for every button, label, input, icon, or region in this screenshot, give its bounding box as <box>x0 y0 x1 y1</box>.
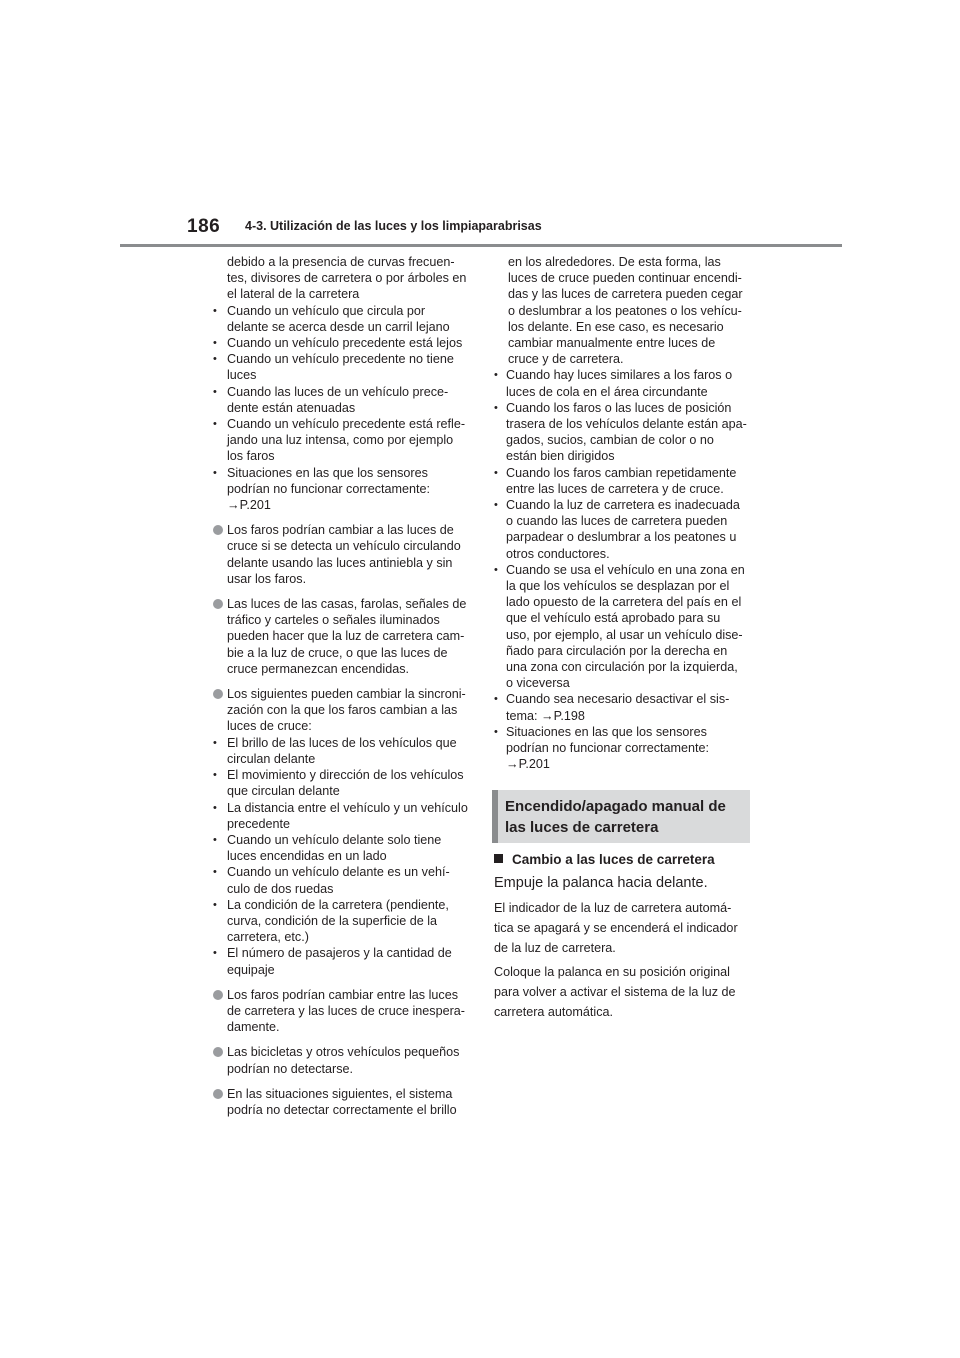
text-line: circulan delante <box>227 751 316 766</box>
text-line: cruce y de carretera. <box>508 352 624 367</box>
heading-line: Encendido/apagado manual de <box>505 798 726 815</box>
text-line: equipaje <box>227 962 275 977</box>
text-line: • Cuando un vehículo delante solo tiene <box>227 832 442 847</box>
text-line: en los alrededores. De esta forma, las <box>508 255 721 269</box>
text-line: En las situaciones siguientes, el sistema <box>227 1086 453 1101</box>
text-line: para volver a activar el sistema de la luz de <box>494 985 736 999</box>
section-title: 4-3. Utilización de las luces y los limpiaparabrisas <box>245 219 542 233</box>
text-line: luces <box>227 368 257 383</box>
list-item <box>213 335 475 351</box>
text-line: carretera, etc.) <box>227 930 309 945</box>
text-line: Las bicicletas y otros vehículos pequeños <box>227 1045 460 1060</box>
bullet-item-unexpected <box>213 987 475 1036</box>
text-line: • Cuando hay luces similares a los faros o <box>506 368 733 383</box>
text-line: debido a la presencia de curvas frecuen- <box>227 255 455 269</box>
text-line: podría no detectar correctamente el brillo <box>227 1102 457 1117</box>
text-line: Los faros podrían cambiar a las luces de <box>227 523 454 538</box>
paragraph-indicator <box>494 898 756 958</box>
list-item <box>213 832 475 864</box>
text-line: • Cuando la luz de carretera es inadecuada <box>506 498 740 513</box>
list-item <box>213 303 475 335</box>
list-item <box>494 400 756 465</box>
paragraph-reactivate <box>494 962 756 1022</box>
text-line: Coloque la palanca en su posición original <box>494 965 730 979</box>
list-item <box>213 897 475 946</box>
text-line: curva, condición de la superficie de la <box>227 913 438 928</box>
bullet-dot-icon <box>213 599 223 609</box>
text-line: gados, sucios, cambian de color o no <box>506 433 714 448</box>
text-line: los faros <box>227 449 275 464</box>
page-reference-link[interactable]: tema: →P.198 <box>506 708 585 723</box>
text-line: la que los vehículos se desplazan por el <box>506 579 730 594</box>
text-line: • Situaciones en las que los sensores <box>227 465 428 480</box>
list-item <box>213 945 475 977</box>
square-bullet-icon <box>494 854 503 863</box>
bullet-item-bicycles <box>213 1044 475 1076</box>
text-line: culo de dos ruedas <box>227 881 334 896</box>
text-line: cambiar manualmente entre luces de <box>508 336 716 351</box>
text-line: cruce permanezcan encendidas. <box>227 661 410 676</box>
header-rule <box>120 244 842 247</box>
text-line: que el vehículo está aprobado para su <box>506 611 721 626</box>
text-line: o deslumbrar a los peatones o los vehícu- <box>508 303 742 318</box>
text-line: el lateral de la carretera <box>227 287 360 302</box>
text-line: que circulan delante <box>227 784 340 799</box>
text-line: luces de cola en el área circundante <box>506 384 708 399</box>
page-reference-link[interactable]: →P.201 <box>227 498 271 513</box>
text-line: • Cuando un vehículo precedente está lejos <box>227 336 463 351</box>
text-line: • La distancia entre el vehículo y un vehículo <box>227 800 468 815</box>
text-line: luces de cruce: <box>227 719 312 734</box>
text-line: damente. <box>227 1020 280 1035</box>
bullet-dot-icon <box>213 525 223 535</box>
list-item <box>213 416 475 465</box>
bullet-item-fog-lights <box>213 522 475 587</box>
text-line: luces encendidas en un lado <box>227 849 387 864</box>
sub-heading <box>494 851 715 869</box>
text-line: • Cuando sea necesario desactivar el sis- <box>506 692 730 707</box>
page-number: 186 <box>187 216 221 237</box>
bullet-item-sync <box>213 686 475 735</box>
section-heading <box>505 796 745 838</box>
text-line: carretera automática. <box>494 1005 613 1019</box>
text-line: • Cuando un vehículo precedente está refle- <box>227 417 466 432</box>
list-item <box>213 864 475 896</box>
text-line: están bien dirigidos <box>506 449 615 464</box>
right-column <box>494 254 756 773</box>
bullet-dot-icon <box>213 1047 223 1057</box>
bullet-dot-icon <box>213 689 223 699</box>
text-line: • El brillo de las luces de los vehículos que <box>227 735 457 750</box>
sub-heading-text: Cambio a las luces de carretera <box>512 852 715 867</box>
list-item <box>213 465 475 514</box>
list-item <box>494 562 756 692</box>
text-line: El indicador de la luz de carretera automá- <box>494 901 732 915</box>
text-line: ñado para circulación por la derecha en <box>506 643 728 658</box>
heading-accent-bar <box>492 790 498 843</box>
list-item <box>494 367 756 399</box>
text-line: das y las luces de carretera pueden cegar <box>508 287 743 302</box>
heading-line: las luces de carretera <box>505 819 659 836</box>
text-line: podrían no funcionar correctamente: <box>506 741 710 756</box>
text-line: una zona con circulación por la izquierda, <box>506 660 738 675</box>
text-line: delante usando las luces antiniebla y sin <box>227 555 453 570</box>
text-line: tráfico y carteles o señales iluminados <box>227 613 440 628</box>
text-line: bie a la luz de cruce, o que las luces de <box>227 645 448 660</box>
text-line: delante se acerca desde un carril lejano <box>227 319 450 334</box>
list-item <box>213 735 475 767</box>
list-item <box>494 724 756 773</box>
text-line: los delante. En ese caso, es necesario <box>508 319 724 334</box>
text-line: • Cuando los faros cambian repetidamente <box>506 465 737 480</box>
text-line: parpadear o deslumbrar a los peatones u <box>506 530 737 545</box>
list-item <box>494 691 756 723</box>
text-line: pueden hacer que la luz de carretera cam- <box>227 629 465 644</box>
text-line: o cuando las luces de carretera pueden <box>506 514 728 529</box>
text-line: • Cuando un vehículo precedente no tiene <box>227 352 454 367</box>
text-line: otros conductores. <box>506 546 610 561</box>
lead-instruction: Empuje la palanca hacia delante. <box>494 875 708 891</box>
list-item <box>494 465 756 497</box>
bullet-item-house-lights <box>213 596 475 677</box>
text-line: zación con la que los faros cambian a las <box>227 703 458 718</box>
text-line: jando una luz intensa, como por ejemplo <box>227 433 454 448</box>
text-line: trasera de los vehículos delante están apa- <box>506 417 747 432</box>
text-line: cruce si se detecta un vehículo circulando <box>227 539 461 554</box>
text-line: tes, divisores de carretera o por árboles en <box>227 271 467 286</box>
list-item <box>213 767 475 799</box>
bullet-item-situations <box>213 1086 475 1118</box>
text-line: Los faros podrían cambiar entre las luces <box>227 987 459 1002</box>
continued-text <box>494 254 756 367</box>
text-line: o viceversa <box>506 676 570 691</box>
text-line: uso, por ejemplo, al usar un vehículo dise- <box>506 627 743 642</box>
continued-text <box>213 254 475 303</box>
text-line: • Cuando un vehículo que circula por <box>227 303 426 318</box>
text-line: precedente <box>227 816 291 831</box>
text-line: usar los faros. <box>227 571 307 586</box>
text-line: • El movimiento y dirección de los vehículos <box>227 768 464 783</box>
bullet-dot-icon <box>213 1089 223 1099</box>
text-line: • Cuando un vehículo delante es un vehí- <box>227 865 450 880</box>
text-line: • Cuando las luces de un vehículo prece- <box>227 384 449 399</box>
section-heading-box <box>492 790 750 843</box>
text-line: Los siguientes pueden cambiar la sincroni- <box>227 687 466 702</box>
page-reference-link[interactable]: →P.201 <box>506 757 550 772</box>
text-line: • Cuando se usa el vehículo en una zona en <box>506 562 745 577</box>
text-line: de la luz de carretera. <box>494 941 616 955</box>
text-line: podrían no funcionar correctamente: <box>227 481 431 496</box>
text-line: luces de cruce pueden continuar encendi- <box>508 271 742 286</box>
text-line: • El número de pasajeros y la cantidad de <box>227 946 452 961</box>
list-item <box>494 497 756 562</box>
text-line: • Situaciones en las que los sensores <box>506 724 707 739</box>
text-line: de carretera y las luces de cruce inespera- <box>227 1003 465 1018</box>
text-line: • La condición de la carretera (pendiente, <box>227 897 449 912</box>
text-line: tica se apagará y se encenderá el indicador <box>494 921 738 935</box>
text-line: Las luces de las casas, farolas, señales de <box>227 597 467 612</box>
list-item <box>213 384 475 416</box>
text-line: dente están atenuadas <box>227 400 356 415</box>
left-column <box>213 254 475 1118</box>
list-item <box>213 800 475 832</box>
bullet-dot-icon <box>213 990 223 1000</box>
text-line: lado opuesto de la carretera del país en el <box>506 595 742 610</box>
text-line: • Cuando los faros o las luces de posición <box>506 400 732 415</box>
list-item <box>213 351 475 383</box>
text-line: entre las luces de carretera y de cruce. <box>506 481 724 496</box>
text-line: podrían no detectarse. <box>227 1061 354 1076</box>
